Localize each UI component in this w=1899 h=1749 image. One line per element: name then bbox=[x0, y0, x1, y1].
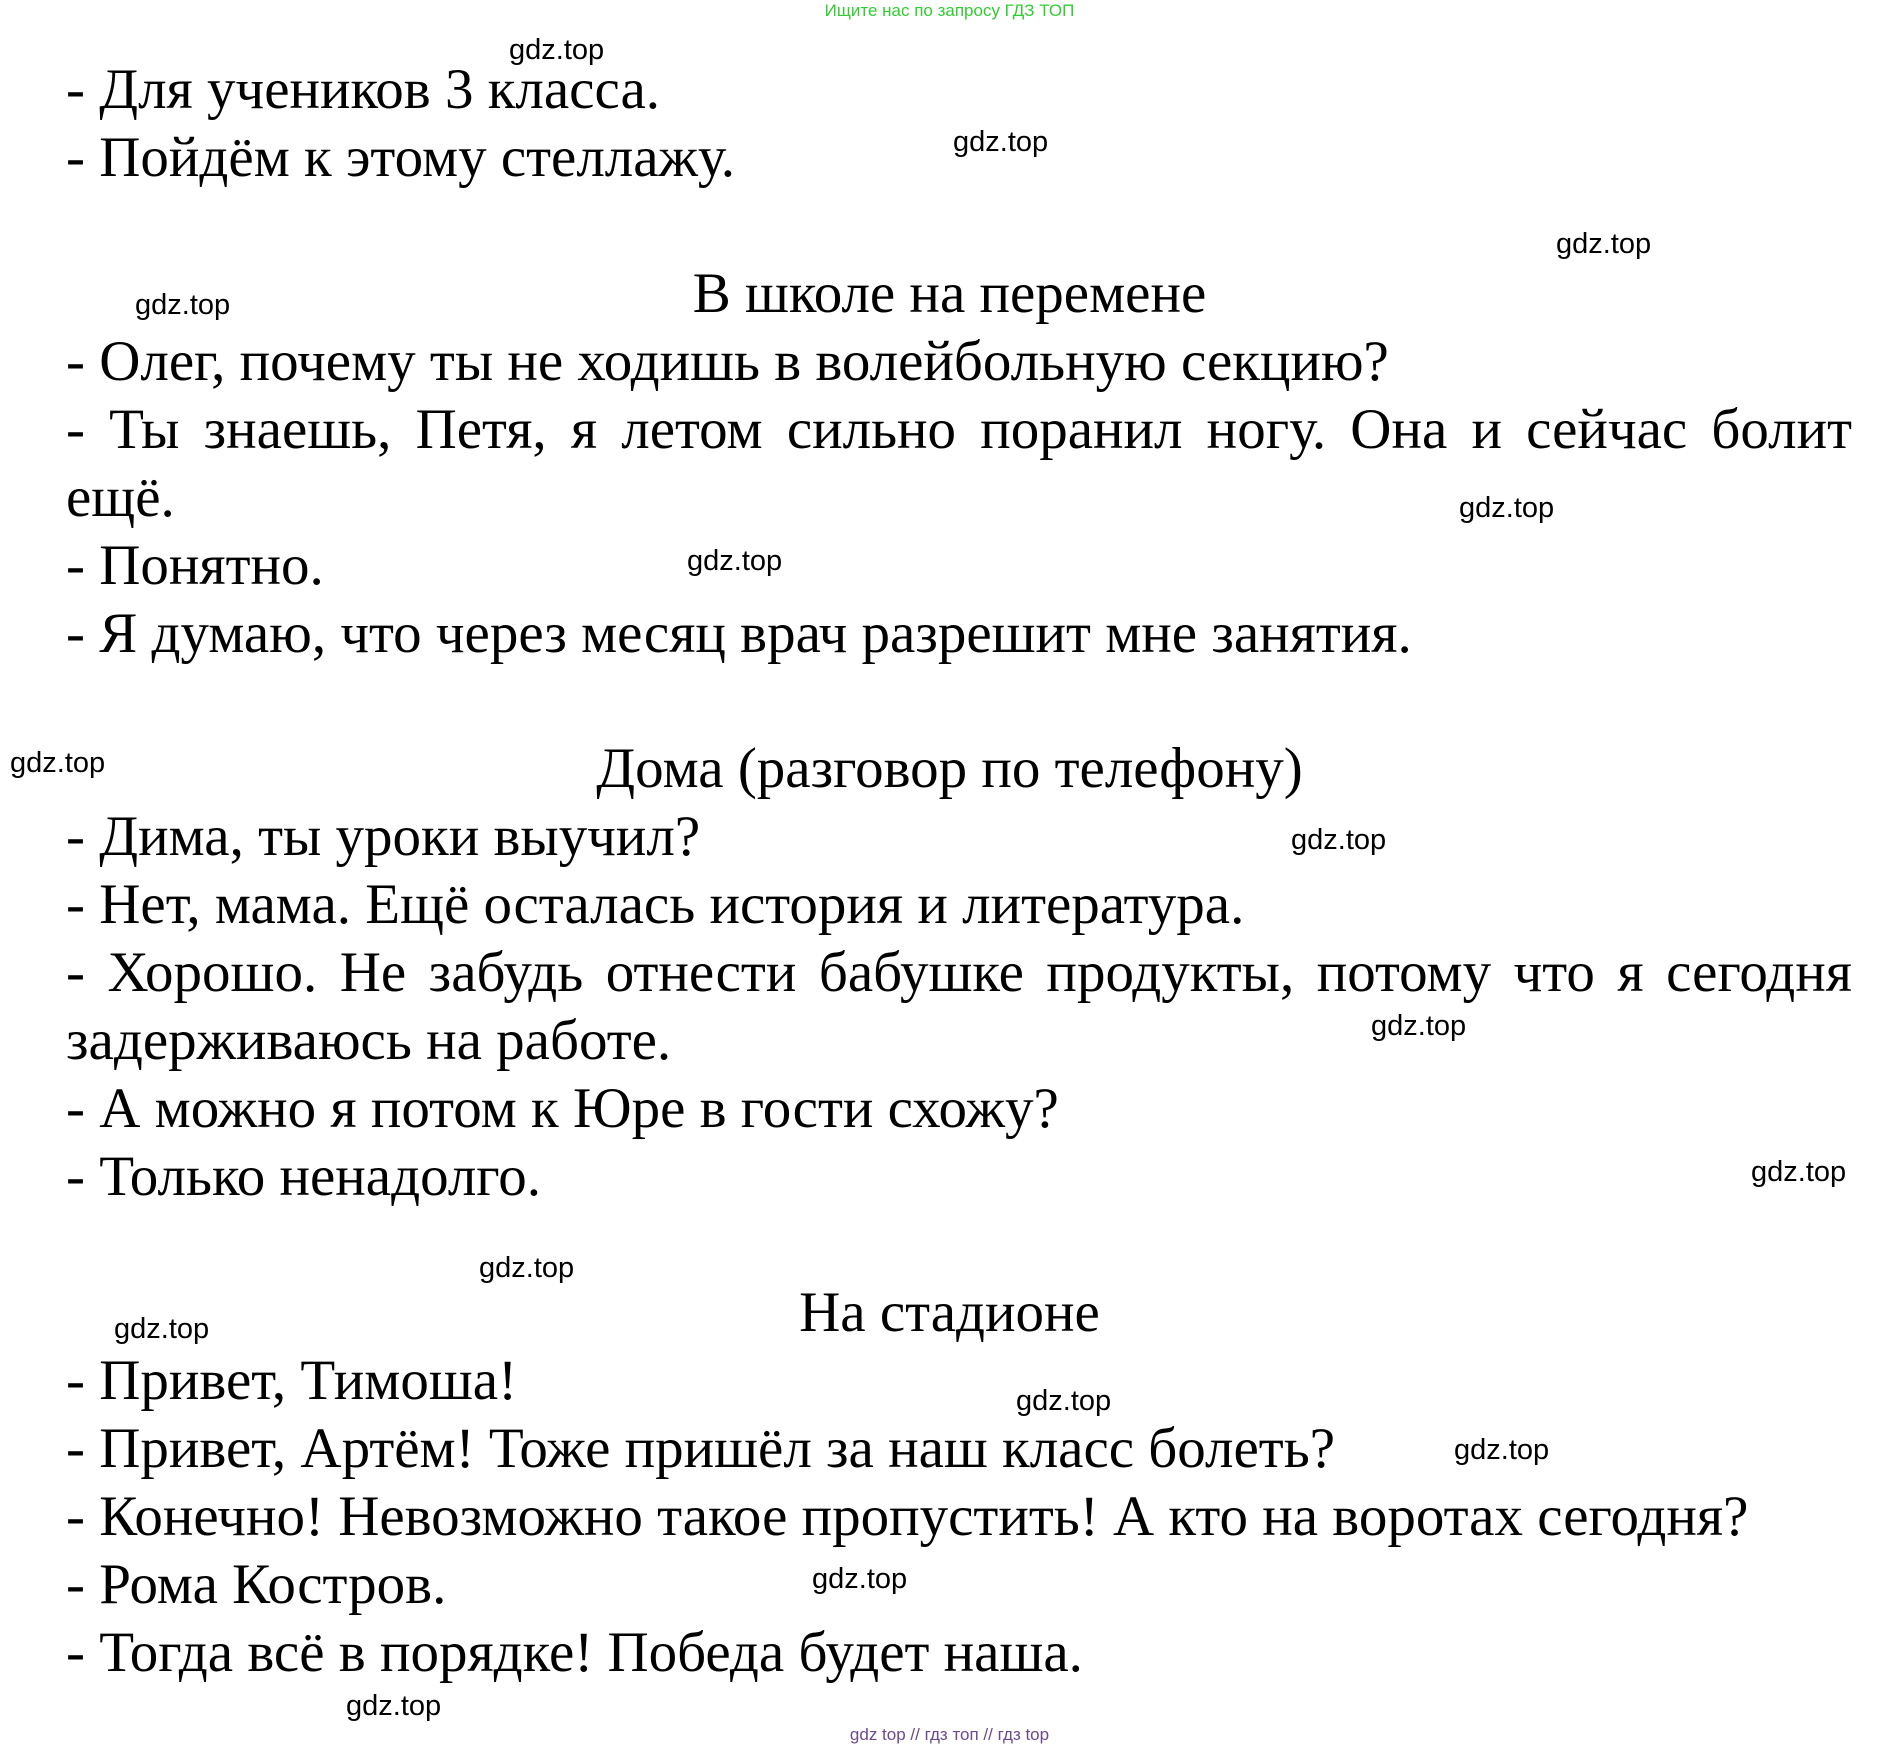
text-line: - Нет, мама. Ещё осталась история и литература. bbox=[66, 873, 1245, 936]
watermark: gdz.top bbox=[1371, 1010, 1467, 1042]
text-line: - Для учеников 3 класса. bbox=[66, 58, 660, 121]
text-line: - Только ненадолго. bbox=[66, 1145, 542, 1208]
text-line: - Ты знаешь, Петя, я летом сильно поранил ногу. Она и сейчас болит bbox=[66, 398, 1852, 461]
text-line: ещё. bbox=[66, 466, 175, 529]
watermark: gdz.top bbox=[1751, 1156, 1847, 1188]
watermark: gdz.top bbox=[114, 1313, 210, 1345]
watermark: gdz.top bbox=[479, 1252, 575, 1284]
section-title-home: Дома (разговор по телефону) bbox=[596, 737, 1303, 800]
watermark: gdz.top bbox=[1459, 492, 1555, 524]
text-line: - Хорошо. Не забудь отнести бабушке продукты, потому что я сегодня bbox=[66, 941, 1852, 1004]
watermark: gdz.top bbox=[812, 1563, 908, 1595]
watermark: gdz.top bbox=[1291, 824, 1387, 856]
text-line: - Пойдём к этому стеллажу. bbox=[66, 126, 735, 189]
watermark: gdz.top bbox=[1016, 1385, 1112, 1417]
text-line: - Привет, Тимоша! bbox=[66, 1349, 518, 1412]
search-note: Ищите нас по запросу ГДЗ ТОП bbox=[824, 1, 1075, 20]
text-line: - Олег, почему ты не ходишь в волейбольную секцию? bbox=[66, 330, 1389, 393]
text-line: задерживаюсь на работе. bbox=[66, 1009, 672, 1072]
text-line: - А можно я потом к Юре в гости схожу? bbox=[66, 1077, 1059, 1140]
watermark: gdz.top bbox=[135, 289, 231, 321]
watermark: gdz.top bbox=[1454, 1434, 1550, 1466]
watermark: gdz.top bbox=[509, 34, 605, 66]
watermark: gdz.top bbox=[953, 126, 1049, 158]
text-line: - Понятно. bbox=[66, 534, 324, 597]
text-line: - Рома Костров. bbox=[66, 1553, 447, 1616]
watermark: gdz.top bbox=[1556, 228, 1652, 260]
section-title-school: В школе на перемене bbox=[692, 262, 1207, 325]
section-title-stadium: На стадионе bbox=[799, 1281, 1100, 1344]
watermark: gdz.top bbox=[10, 747, 106, 779]
text-line: - Я думаю, что через месяц врач разрешит мне занятия. bbox=[66, 602, 1412, 665]
footer-note: gdz top // гдз топ // гдз top bbox=[849, 1725, 1050, 1744]
text-line: - Тогда всё в порядке! Победа будет наша. bbox=[66, 1621, 1083, 1684]
text-line: - Конечно! Невозможно такое пропустить! А кто на воротах сегодня? bbox=[66, 1485, 1749, 1548]
watermark: gdz.top bbox=[346, 1690, 442, 1722]
text-line: - Привет, Артём! Тоже пришёл за наш класс болеть? bbox=[66, 1417, 1336, 1480]
watermark: gdz.top bbox=[687, 545, 783, 577]
text-line: - Дима, ты уроки выучил? bbox=[66, 805, 701, 868]
